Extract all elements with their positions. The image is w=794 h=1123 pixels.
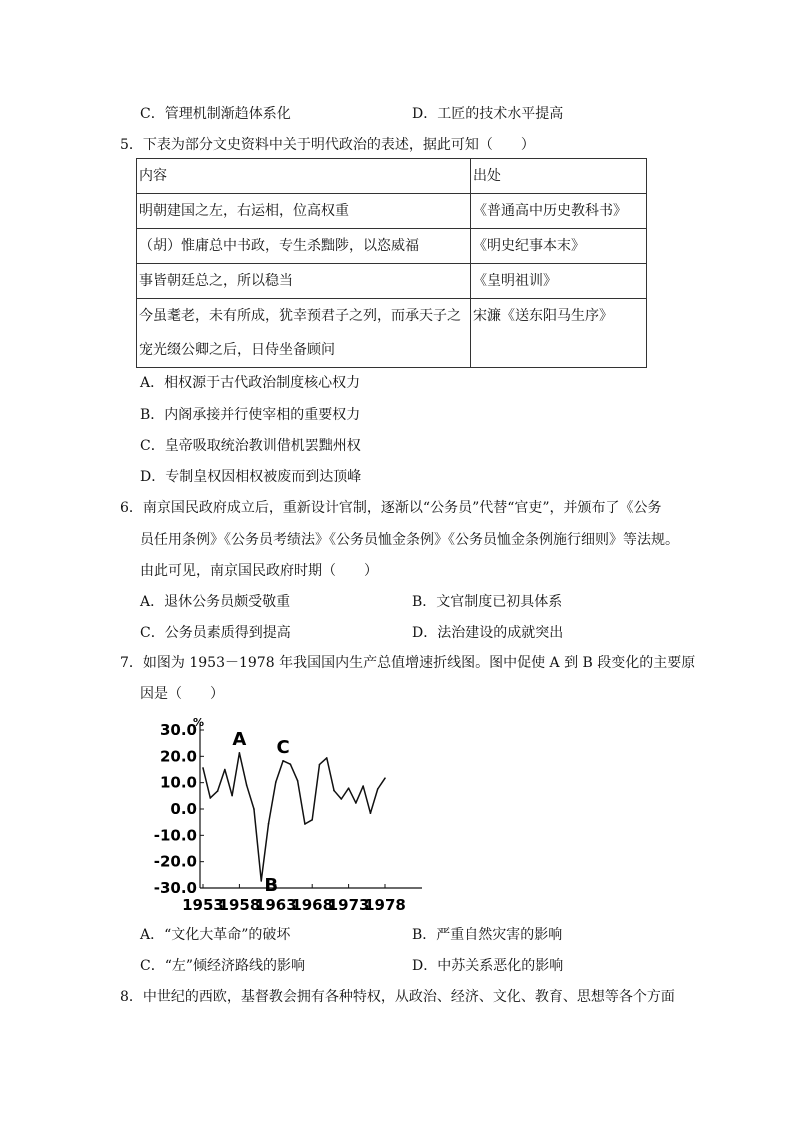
- data-point: [275, 781, 277, 783]
- data-point: [319, 764, 321, 766]
- data-point: [384, 777, 386, 779]
- data-point: [239, 752, 241, 754]
- x-tick-label: 1973: [327, 896, 370, 914]
- x-tick-label: 1968: [291, 896, 334, 914]
- table-cell-content: 事皆朝廷总之，所以稳当: [137, 264, 471, 299]
- data-point: [370, 812, 372, 814]
- series-line: [203, 753, 385, 881]
- q6-option-b: B．文官制度已初具体系: [412, 594, 563, 610]
- q7-stem-line1: 7．如图为 1953－1978 年我国国内生产总值增速折线图。图中促使 A 到 B 段变化的主要原: [120, 655, 696, 671]
- table-cell-source: 《皇明祖训》: [471, 264, 647, 299]
- q4-option-d: D．工匠的技术水平提高: [412, 106, 564, 122]
- q6-stem-line2: 员任用条例》《公务员考绩法》《公务员恤金条例》《公务员恤金条例施行细则》等法规。: [140, 532, 679, 548]
- q7-option-d: D．中苏关系恶化的影响: [412, 958, 564, 974]
- q5-stem: 5．下表为部分文史资料中关于明代政治的表述，据此可知（ ）: [120, 137, 535, 153]
- x-tick-label: 1958: [218, 896, 261, 914]
- data-point: [231, 795, 233, 797]
- y-tick-label: -20.0: [153, 852, 197, 871]
- table-row: [137, 264, 647, 299]
- chart-svg: [153, 708, 440, 918]
- y-axis-unit-label: %: [193, 716, 205, 729]
- data-point: [209, 797, 211, 799]
- table-cell-source: 《普通高中历史教科书》: [471, 194, 647, 229]
- x-tick-label: 1953: [182, 896, 224, 914]
- data-point: [362, 785, 364, 787]
- annotation-label: A: [232, 728, 247, 750]
- data-point: [326, 757, 328, 759]
- table-row: [137, 299, 647, 368]
- x-tick-label: 1963: [254, 896, 297, 914]
- q5-option-b: B．内阁承接并行使宰相的重要权力: [140, 407, 361, 423]
- q4-option-c: C．管理机制渐趋体系化: [140, 106, 291, 122]
- data-point: [282, 760, 284, 762]
- q5-option-c: C．皇帝吸取统治教训借机罢黜州权: [140, 438, 361, 454]
- table-cell-content: 今虽耄老，未有所成，犹幸预君子之列，而承天子之宠光缀公卿之后，日侍坐备顾问: [137, 299, 471, 368]
- q7-stem-line2: 因是（ ）: [140, 686, 224, 702]
- q7-option-a: A．“文化大革命”的破坏: [140, 927, 291, 943]
- data-point: [268, 823, 270, 825]
- y-tick-label: -30.0: [153, 879, 197, 897]
- q7-option-b: B．严重自然灾害的影响: [412, 927, 563, 943]
- data-point: [217, 790, 219, 792]
- data-point: [355, 802, 357, 804]
- q7-option-c: C．“左”倾经济路线的影响: [140, 958, 306, 974]
- q6-option-a: A．退休公务员颇受敬重: [140, 594, 291, 610]
- data-point: [348, 787, 350, 789]
- data-point: [290, 763, 292, 765]
- x-tick-label: 1978: [364, 896, 406, 914]
- annotation-label: C: [276, 736, 290, 758]
- q6-stem-line1: 6．南京国民政府成立后，重新设计官制，逐渐以“公务员”代替“官吏”，并颁布了《公务: [120, 500, 662, 516]
- data-point: [224, 769, 226, 771]
- table-cell-source: 宋濂《送东阳马生序》: [471, 299, 647, 368]
- data-point: [311, 819, 313, 821]
- data-point: [341, 798, 343, 800]
- y-tick-label: -10.0: [153, 826, 197, 845]
- table-header-content: 内容: [137, 159, 471, 194]
- data-point: [253, 808, 255, 810]
- table-header-row: [137, 159, 647, 194]
- table-cell-content: （胡）惟庸总中书政，专生杀黜陟，以恣威福: [137, 229, 471, 264]
- data-point: [377, 788, 379, 790]
- y-tick-label: 20.0: [159, 747, 197, 766]
- data-point: [246, 785, 248, 787]
- data-point: [333, 790, 335, 792]
- data-point: [304, 823, 306, 825]
- data-point: [260, 880, 262, 882]
- y-tick-label: 0.0: [170, 800, 197, 818]
- table-row: [137, 194, 647, 229]
- q6-option-c: C．公务员素质得到提高: [140, 625, 291, 641]
- q8-stem-line1: 8．中世纪的西欧，基督教会拥有各种特权，从政治、经济、文化、教育、思想等各个方面: [120, 989, 675, 1005]
- q6-stem-line3: 由此可见，南京国民政府时期（ ）: [140, 563, 378, 579]
- annotation-label: B: [264, 874, 279, 896]
- gdp-growth-line-chart: [153, 708, 440, 918]
- data-point: [297, 780, 299, 782]
- table-row: [137, 229, 647, 264]
- data-point: [202, 767, 204, 769]
- table-header-source: 出处: [471, 159, 647, 194]
- table-cell-source: 《明史纪事本末》: [471, 229, 647, 264]
- q5-option-d: D．专制皇权因相权被废而到达顶峰: [140, 469, 362, 485]
- q5-source-table: [136, 158, 647, 368]
- q6-option-d: D．法治建设的成就突出: [412, 625, 564, 641]
- y-tick-label: 30.0: [159, 721, 197, 739]
- table-cell-content: 明朝建国之左，右运相，位高权重: [137, 194, 471, 229]
- q5-option-a: A．相权源于古代政治制度核心权力: [140, 375, 361, 391]
- y-tick-label: 10.0: [159, 773, 197, 792]
